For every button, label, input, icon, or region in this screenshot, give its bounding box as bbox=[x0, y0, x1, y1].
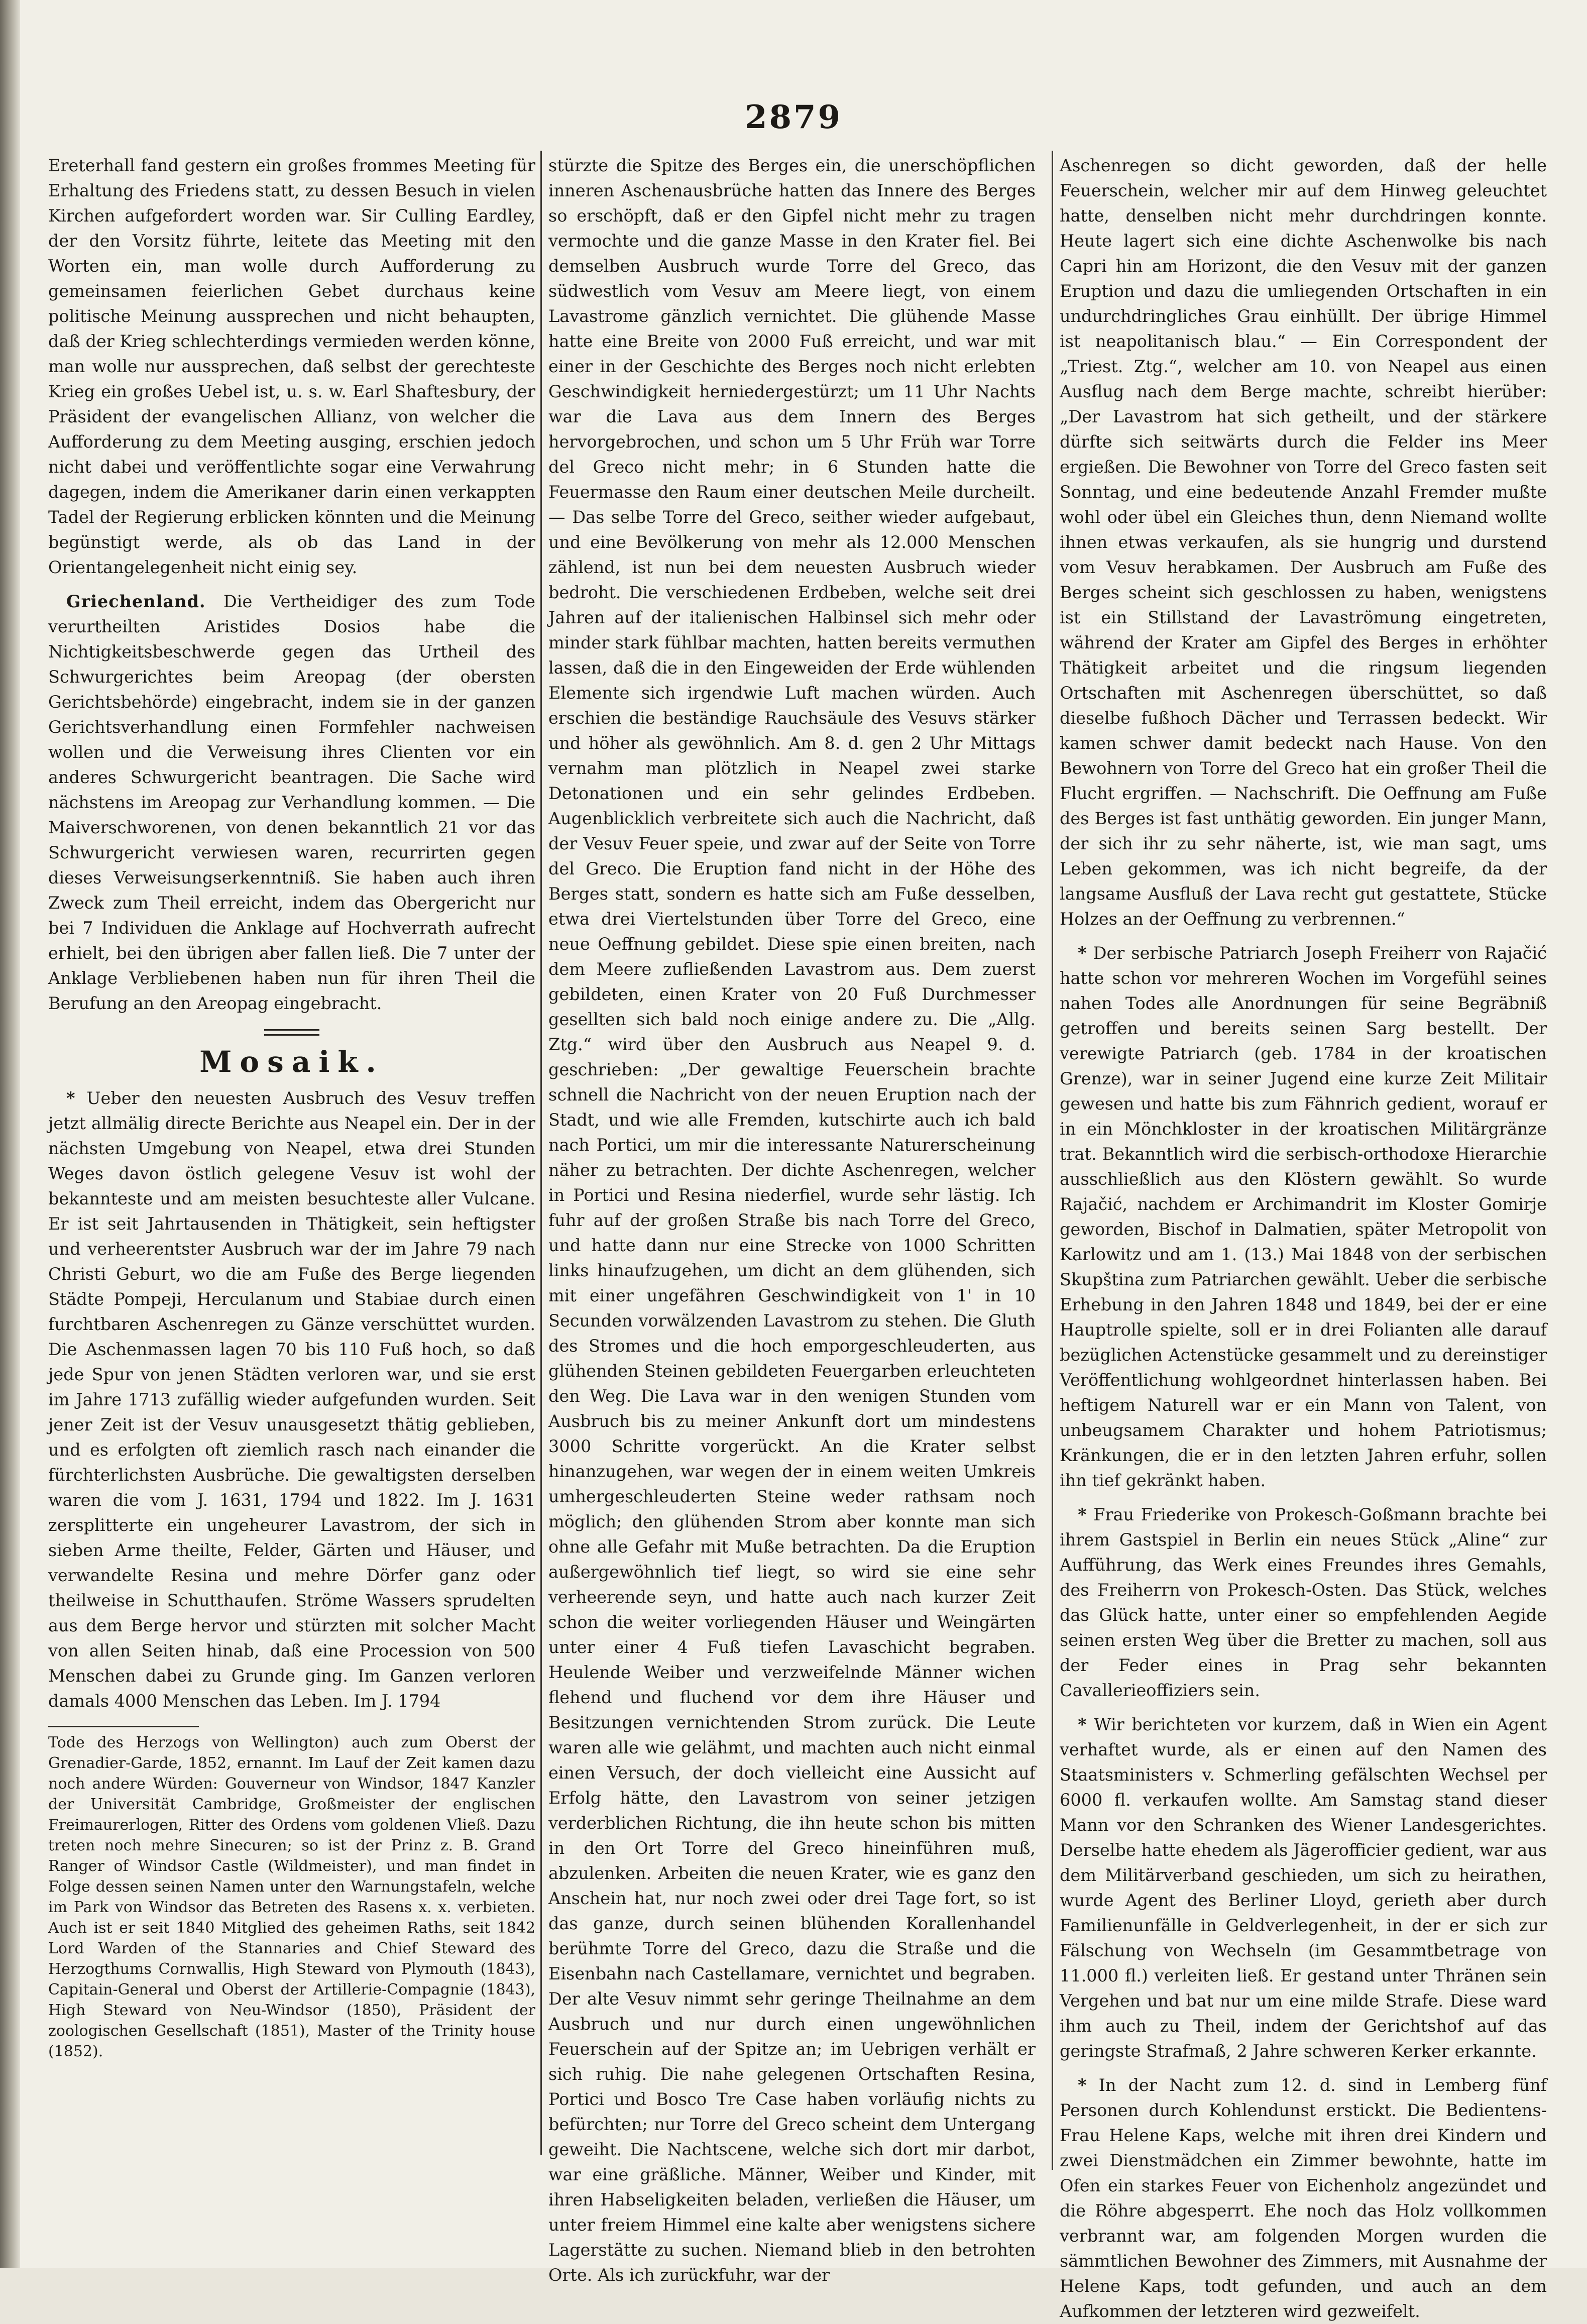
lemberg-text: In der Nacht zum 12. d. sind in Lemberg fünf Personen durch Kohlendunst erstickt. Die Bedientens-Frau Helene Kaps, welche mit ihren drei Kindern und zwei Dienstmädchen ein Zimmer bewohnte, hatte im Ofen ein starkes Feuer von Eichenholz angezündet und die Röhre abgesperrt. Ehe noch das Holz vollkommen verbrannt war, am folgenden Morgen wurden die sämmtlichen Bewohner des Zimmers, mit Ausnahme der Helene Kaps, todt gefunden, und auch an dem Aufkommen der letzteren wird gezweifelt. bbox=[1060, 2075, 1547, 2321]
greece-article bbox=[48, 589, 535, 1016]
patriarch-text: Der serbische Patriarch Joseph Freiherr von Rajačić hatte schon vor mehreren Wochen im Vorgefühl seines nahen Todes alle Anordnungen für seine Begräbniß getroffen und bereits seinen Sarg bestellt. Der verewigte Patriarch (geb. 1784 in der kroatischen Grenze), war in seiner Jugend eine kurze Zeit Militair gewesen und hatte bis zum Fähnrich gedient, worauf er in ein Mönchkloster in der kroatischen Militärgränze trat. Bekanntlich wird die serbisch-orthodoxe Hierarchie ausschließlich aus den Klöstern gewählt. So wurde Rajačić, nachdem er Archimandrit im Kloster Gomirje geworden, Bischof in Dalmatien, später Metropolit von Karlowitz und am 1. (13.) Mai 1848 von der serbischen Skupština zum Patriarchen gewählt. Ueber die serbische Erhebung in den Jahren 1848 und 1849, bei der er eine Hauptrolle spielte, soll er in drei Folianten alle darauf bezüglichen Actenstücke gesammelt und zu dereinstiger Veröffentlichung wohlgeordnet hinterlassen haben. Bei heftigem Naturell war er ein Mann von Talent, von unbeugsamem Charakter und hohem Patriotismus; Kränkungen, die er in den letzten Jahren erfuhr, sollen ihn tief gekränkt haben. bbox=[1060, 943, 1547, 1490]
column-3 bbox=[1060, 153, 1547, 2321]
prokesch-text: Frau Friederike von Prokesch-Goßmann brachte bei ihrem Gastspiel in Berlin ein neues Stück „Aline“ zur Aufführung, das Werk eines Freundes ihres Gemahls, des Freiherrn von Prokesch-Osten. Das Stück, welches das Glück hatte, unter einer so empfehlenden Aegide seinen ersten Weg über die Bretter zu machen, soll aus der Feder eines in Prag sehr bekannten Cavallerieoffiziers sein. bbox=[1060, 1505, 1547, 1700]
asterism-mark: * bbox=[1078, 2075, 1087, 2095]
column-1 bbox=[48, 153, 535, 2192]
column-2 bbox=[548, 153, 1036, 2285]
greece-text: Die Vertheidiger des zum Tode verurtheilten Aristides Dosios habe die Nichtigkeitsbeschwerde gegen das Urtheil des Schwurgerichtes beim Areopag (der obersten Gerichtsbehörde) eingebracht, indem sie in der ganzen Gerichtsverhandlung einen Formfehler nachweisen wollen und die Verweisung ihres Clienten vor ein anderes Schwurgericht beantragen. Die Sache wird nächstens im Areopag zur Verhandlung kommen. — Die Maiverschworenen, von denen bekanntlich 21 vor das Schwurgericht verwiesen waren, recurrirten gegen dieses Verweisungserkenntniß. Sie haben auch ihren Zweck zum Theil erreicht, indem das Obergericht nur bei 7 Individuen die Anklage auf Hochverrath aufrecht erhielt, bei den übrigen aber fallen ließ. Die 7 unter der Anklage Verbliebenen haben nun für ihren Theil die Berufung an den Areopag eingebracht. bbox=[48, 592, 535, 1013]
asterism-mark: * bbox=[66, 1088, 75, 1108]
vesuv-continuation: stürzte die Spitze des Berges ein, die unerschöpflichen inneren Aschenausbrüche hatten das Innere des Berges so erschöpft, daß er den Gipfel nicht mehr zu tragen vermochte und die ganze Masse in den Krater fiel. Bei demselben Ausbruch wurde Torre del Greco, das südwestlich vom Vesuv am Meere liegt, von einem Lavastrome gänzlich vernichtet. Die glühende Masse hatte eine Breite von 2000 Fuß erreicht, und war mit einer in der Geschichte des Berges noch nicht erlebten Geschwindigkeit herniedergestürzt; um 11 Uhr Nachts war die Lava aus dem Innern des Berges hervorgebrochen, und schon um 5 Uhr Früh war Torre del Greco nicht mehr; in 6 Stunden hatte die Feuermasse den Raum einer deutschen Meile durcheilt. — Das selbe Torre del Greco, seither wieder aufgebaut, und eine Bevölkerung von mehr als 12.000 Menschen zählend, ist nun bei dem neuesten Ausbruch wieder bedroht. Die verschiedenen Erdbeben, welche seit drei Jahren auf der italienischen Halbinsel sich mehr oder minder stark fühlbar machten, hatten bereits vermuthen lassen, daß die in den Eingeweiden der Erde wühlenden Elemente sich irgendwie Luft machen würden. Auch erschien die beständige Rauchsäule des Vesuvs stärker und höher als gewöhnlich. Am 8. d. gen 2 Uhr Mittags vernahm man plötzlich in Neapel zwei starke Detonationen und ein sehr gelindes Erdbeben. Augenblicklich verbreitete sich auch die Nachricht, daß der Vesuv Feuer speie, und zwar auf der Seite von Torre del Greco. Die Eruption fand nicht in der Höhe des Berges statt, sondern es hatte sich am Fuße desselben, etwa drei Viertelstunden über Torre del Greco, eine neue Oeffnung gebildet. Diese spie einen breiten, nach dem Meere zufließenden Lavastrom aus. Dem zuerst gebildeten, einen Krater von 20 Fuß Durchmesser gesellten sich bald noch einige andere zu. Die „Allg. Ztg.“ wird über den Ausbruch aus Neapel 9. d. geschrieben: „Der gewaltige Feuerschein brachte schnell die Nachricht von der neuen Eruption nach der Stadt, und wie alle Fremden, kutschirte auch ich bald nach Portici, um mir die interessante Naturerscheinung näher zu betrachten. Der dichte Aschenregen, welcher in Portici und Resina niederfiel, wurde sehr lästig. Ich fuhr auf der großen Straße bis nach Torre del Greco, und hatte dann nur eine Strecke von 1000 Schritten links hinaufzugehen, um dicht an dem glühenden, sich mit einer ungefähren Geschwindigkeit von 1' in 10 Secunden vorwälzenden Lavastrom zu stehen. Die Gluth des Stromes und die hoch emporgeschleuderten, aus glühenden Steinen gebildeten Feuergarben erleuchteten den Weg. Die Lava war in den wenigen Stunden vom Ausbruch bis zu meiner Ankunft dort um mindestens 3000 Schritte vorgerückt. An die Krater selbst hinanzugehen, war wegen der in einem weiten Umkreis umhergeschleuderten Steine weder rathsam noch möglich; den glühenden Strom aber konnte man sich ohne alle Gefahr mit Muße betrachten. Da die Eruption außergewöhnlich tief liegt, so wird sie eine sehr verheerende seyn, und hatte auch nach kurzer Zeit schon die weiter vorliegenden Häuser und Weingärten unter einer 4 Fuß tiefen Lavaschicht begraben. Heulende Weiber und verzweifelnde Männer wichen flehend und fluchend vor dem ihre Häuser und Besitzungen vernichtenden Strom zurück. Die Leute waren alle wie gelähmt, und machten auch nicht einmal einen Versuch, der doch vielleicht eine Aussicht auf Erfolg hätte, den Lavastrom von seiner jetzigen verderblichen Richtung, die ihn heute schon bis mitten in den Ort Torre del Greco hineinführen muß, abzulenken. Arbeiten die neuen Krater, wie es ganz den Anschein hat, nur noch zwei oder drei Tage fort, so ist das ganze, durch seinen blühenden Korallenhandel berühmte Torre del Greco, dazu die Straße und die Eisenbahn nach Castellamare, vernichtet und begraben. Der alte Vesuv nimmt sehr geringe Theilnahme an dem Ausbruch und nur durch einen ungewöhnlichen Feuerschein auf der Spitze an; im Uebrigen verhält er sich ruhig. Die nahe gelegenen Ortschaften Resina, Portici und Bosco Tre Case haben vorläufig nichts zu befürchten; nur Torre del Greco scheint dem Untergang geweiht. Die Nachtscene, welche sich dort mir darbot, war eine gräßliche. Männer, Weiber und Kinder, mit ihren Habseligkeiten beladen, verließen die Häuser, um unter freiem Himmel eine kalte aber wenigstens sichere Lagerstätte zu suchen. Niemand blieb in den betrohten Orte. Als ich zurückfuhr, war der bbox=[548, 156, 1036, 2285]
meeting-article: Ereterhall fand gestern ein großes frommes Meeting für Erhaltung des Friedens statt, zu dessen Besuch in vielen Kirchen aufgefordert worden war. Sir Culling Eardley, der den Vorsitz führte, leitete das Meeting mit den Worten ein, man wolle durch Aufforderung zu gemeinsamen feierlichen Gebet durchaus keine politische Meinung aussprechen und nicht behaupten, daß der Krieg schlechterdings vermieden werden könne, man wolle nur aussprechen, daß selbst der gerechteste Krieg ein großes Uebel ist, u. s. w. Earl Shaftesbury, der Präsident der evangelischen Allianz, von welcher die Aufforderung zu dem Meeting ausging, erschien jedoch nicht dabei und veröffentlichte sogar eine Verwahrung dagegen, indem die Amerikaner darin einen verkappten Tadel der Regierung erblicken könnten und die Meinung begünstigt werde, als ob das Land in der Orientangelegenheit nicht einig sey. bbox=[48, 156, 535, 577]
asterism-mark: * bbox=[1078, 1715, 1087, 1734]
section-rule bbox=[264, 1029, 319, 1036]
page-number: 2879 bbox=[744, 98, 843, 136]
wechsel-text: Wir berichteten vor kurzem, daß in Wien ein Agent verhaftet wurde, als er einen auf den Namen des Staatsministers v. Schmerling gefälschten Wechsel per 6000 fl. verkaufen wollte. Am Samstag stand dieser Mann vor den Schranken des Wiener Landesgerichtes. Derselbe hatte ehedem als Jägerofficier gedient, war aus dem Militärverband geschieden, um sich zu heirathen, wurde Agent des Berliner Lloyd, gerieth aber durch Familienunfälle in Geldverlegenheit, in der er sich zur Fälschung von Wechseln (im Gesammtbetrage von 11.000 fl.) verleiten ließ. Er gestand unter Thränen sein Vergehen und bat nur um eine milde Strafe. Diese ward ihm auch zu Theil, indem der Gerichtshof auf das geringste Strafmaß, 2 Jahre schweren Kerker erkannte. bbox=[1060, 1715, 1547, 2061]
vesuv-article bbox=[48, 1086, 535, 1714]
mosaik-heading: Mosaik. bbox=[199, 1045, 384, 1079]
greece-heading: Griechenland. bbox=[66, 592, 206, 611]
column-divider bbox=[540, 151, 542, 2155]
footnote-rule bbox=[48, 1726, 199, 1727]
column-divider bbox=[1052, 151, 1053, 2170]
asterism-mark: * bbox=[1078, 1505, 1087, 1524]
lemberg-article bbox=[1060, 2073, 1547, 2324]
asterism-mark: * bbox=[1078, 943, 1087, 963]
vesuv-text: Ueber den neuesten Ausbruch des Vesuv treffen jetzt allmälig directe Berichte aus Neapel ein. Der in der nächsten Umgebung von Neapel, etwa drei Stunden Weges davon östlich gelegene Vesuv ist wohl der bekannteste und am meisten besuchteste aller Vulcane. Er ist seit Jahrtausenden in Thätigkeit, sein heftigster und verheerentster Ausbruch war der im Jahre 79 nach Christi Geburt, wo die am Fuße des Berge liegenden Städte Pompeji, Herculanum und Stabiae durch einen furchtbaren Aschenregen zu Gänze verschüttet wurden. Die Aschenmassen lagen 70 bis 110 Fuß hoch, so daß jede Spur von jenen Städten verloren war, und sie erst im Jahre 1713 zufällig wieder aufgefunden wurden. Seit jener Zeit ist der Vesuv unausgesetzt thätig geblieben, und es erfolgten oft ziemlich rasch nach einander die fürchterlichsten Ausbrüche. Die gewaltigsten derselben waren die vom J. 1631, 1794 und 1822. Im J. 1631 zersplitterte ein ungeheurer Lavastrom, der sich in sieben Arme theilte, Felder, Gärten und Häuser, und verwandelte Resina und mehre Dörfer ganz oder theilweise in Schutthaufen. Ströme Wassers sprudelten aus dem Berge hervor und stürzten mit solcher Macht von allen Seiten hinab, daß eine Procession von 500 Menschen dabei zu Grunde ging. Im Ganzen verloren damals 4000 Menschen das Leben. Im J. 1794 bbox=[48, 1088, 535, 1711]
wechsel-article bbox=[1060, 1712, 1547, 2064]
vesuv-report-end: Aschenregen so dicht geworden, daß der helle Feuerschein, welcher mir auf dem Hinweg geleuchtet hatte, denselben nicht mehr durchdringen konnte. Heute lagert sich eine dichte Aschenwolke bis nach Capri hin am Horizont, die den Vesuv mit der ganzen Eruption und dazu die umliegenden Ortschaften in ein undurchdringliches Grau einhüllt. Der übrige Himmel ist neapolitanisch blau.“ — Ein Correspondent der „Triest. Ztg.“, welcher am 10. von Neapel aus einen Ausflug nach dem Berge machte, schreibt hierüber: „Der Lavastrom hat sich getheilt, und der stärkere dürfte sich seitwärts durch die Felder ins Meer ergießen. Die Bewohner von Torre del Greco fasten seit Sonntag, und eine bedeutende Anzahl Fremder mußte wohl oder übel ein Gleiches thun, denn Niemand wollte ihnen etwas verkaufen, als sie hungrig und durstend vom Vesuv herabkamen. Der Ausbruch am Fuße des Berges scheint sich geschlossen zu haben, wenigstens ist ein Stillstand der Lavaströmung eingetreten, während der Krater am Gipfel des Berges in erhöhter Thätigkeit arbeitet und die ringsum liegenden Ortschaften mit Aschenregen überschüttet, so daß dieselbe fußhoch Dächer und Terrassen bedeckt. Wir kamen schwer damit bedeckt nach Hause. Von den Bewohnern von Torre del Greco hat ein großer Theil die Flucht ergriffen. — Nachschrift. Die Oeffnung am Fuße des Berges ist fast unthätig geworden. Ein junger Mann, der sich ihr zu sehr näherte, ist, wie man sagt, ums Leben gekommen, was ich nicht begreife, da der langsame Ausfluß der Lava recht gut gestattete, Stücke Holzes an der Oeffnung zu verbrennen.“ bbox=[1060, 156, 1547, 929]
prokesch-article bbox=[1060, 1502, 1547, 1703]
page-binding-shadow bbox=[0, 0, 20, 2268]
patriarch-article bbox=[1060, 941, 1547, 1493]
footnote-text: Tode des Herzogs von Wellington) auch zum Oberst der Grenadier-Garde, 1852, ernannt. Im Lauf der Zeit kamen dazu noch andere Würden: Gouverneur von Windsor, 1847 Kanzler der Universität Cambridge, Großmeister der englischen Freimaurerlogen, Ritter des Ordens vom goldenen Vließ. Dazu treten noch mehre Sinecuren; so ist der Prinz z. B. Grand Ranger of Windsor Castle (Wildmeister), und man findet in Folge dessen seinen Namen unter den Warnungstafeln, welche im Park von Windsor das Betreten des Rasens x. x. verbieten. Auch ist er seit 1840 Mitglied des geheimen Raths, seit 1842 Lord Warden of the Stannaries and Chief Steward des Herzogthums Cornwallis, High Steward von Plymouth (1843), Capitain-General und Oberst der Artillerie-Compagnie (1843), High Steward von Neu-Windsor (1850), Präsident der zoologischen Gesellschaft (1851), Master of the Trinity house (1852). bbox=[48, 1734, 535, 2060]
